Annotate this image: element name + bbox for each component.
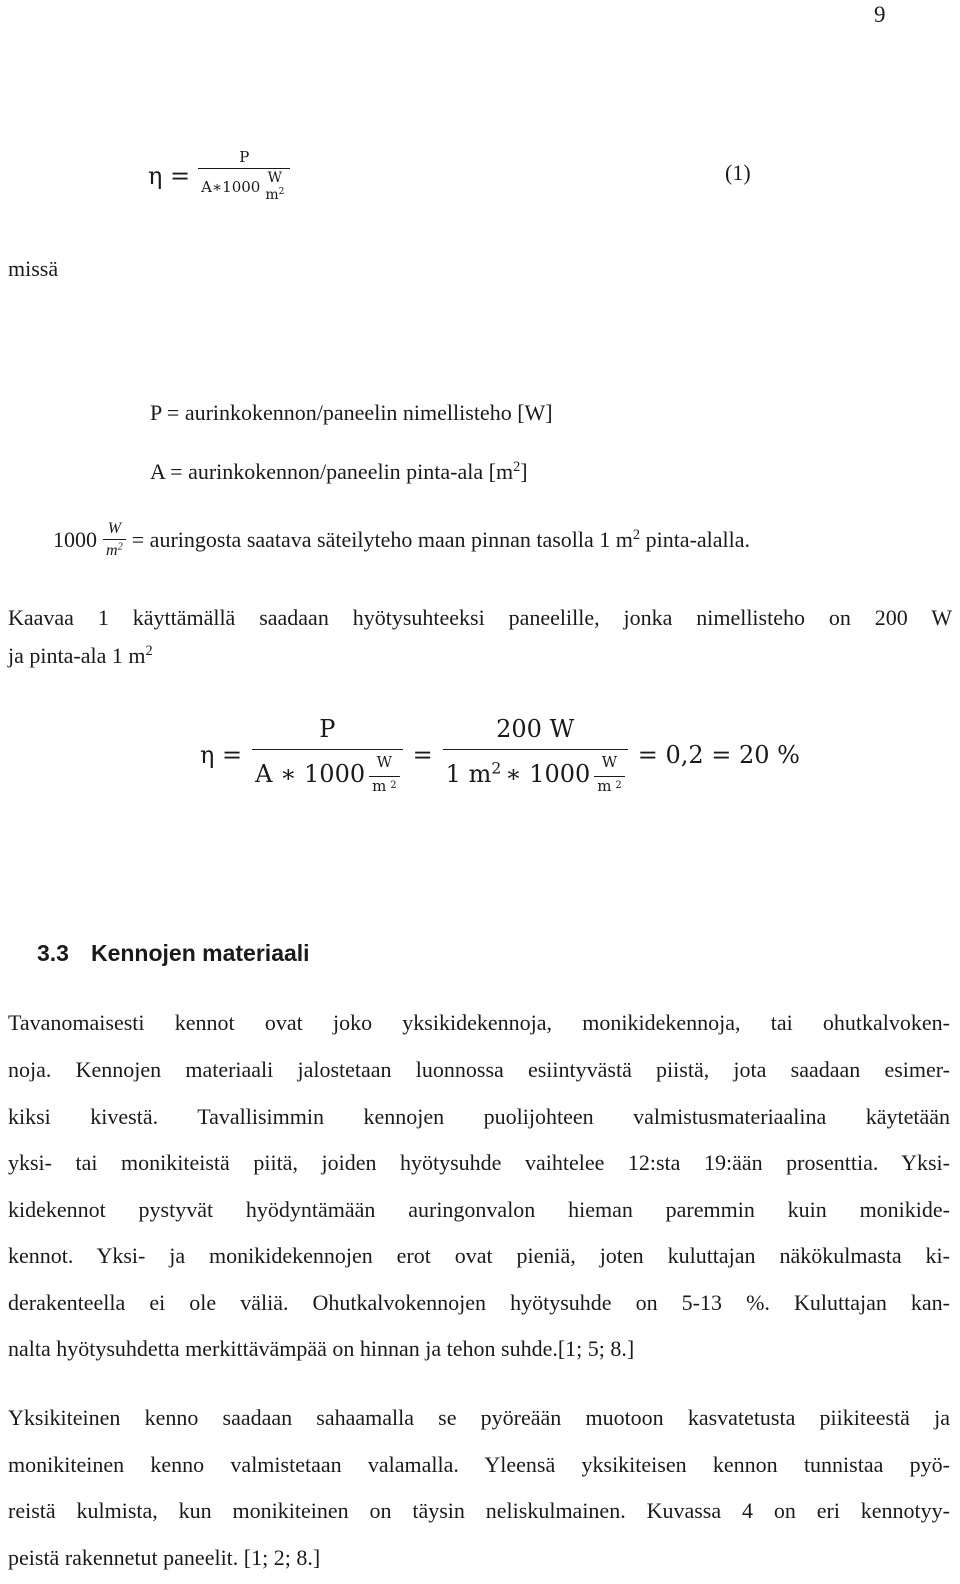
paragraph-2-line: Yksikiteinen kenno saadaan sahaamalla se pyöreään muotoon kasvatetusta piikiteestä ja <box>8 1405 950 1430</box>
definition-a-close: ] <box>520 459 528 484</box>
formula-1-fraction <box>198 148 290 203</box>
formula-1-denominator-prefix: A∗1000 <box>201 178 261 196</box>
section-title: Kennojen materiaali <box>90 940 310 966</box>
paragraph-1-line: nalta hyötysuhdetta merkittävämpää on hinnan ja tehon suhde.[1; 5; 8.] <box>8 1336 635 1361</box>
definition-irradiance-text-main: = auringosta saatava säteilyteho maan pinnan tasolla 1 m <box>131 526 633 552</box>
definition-irradiance-text <box>132 527 750 553</box>
formula-2-fraction-1-unit-den: m 2 <box>369 776 399 794</box>
definition-irradiance-unit-exp: 2 <box>117 541 123 553</box>
formula-2-fraction-1-denominator <box>252 749 402 794</box>
formula-2-fraction-2-denominator-a-base: 1 m <box>445 760 492 788</box>
formula-2-fraction-1 <box>252 715 402 794</box>
section-number: 3.3 <box>37 940 69 966</box>
formula-1-unit-den <box>262 188 287 203</box>
formula-2-fraction-2-unit <box>594 754 624 794</box>
formula-2-fraction-1-unit <box>369 754 399 794</box>
formula-1-unit-exp: 2 <box>278 187 285 197</box>
definition-irradiance-text-exp: 2 <box>632 526 641 543</box>
paragraph-2-line: reistä kulmista, kun monikiteinen on täysin neliskulmainen. Kuvassa 4 on eri kennotyy- <box>8 1498 950 1523</box>
paragraph-1-line: noja. Kennojen materiaali jalostetaan luonnossa esiintyvästä piistä, jota saadaan esimer- <box>8 1057 950 1082</box>
formula-1-lhs: η = <box>148 161 191 190</box>
formula-2-fraction-2-denominator <box>443 749 628 794</box>
paragraph-1-line: derakenteella ei ole väliä. Ohutkalvokennojen hyötysuhde on 5-13 %. Kuluttajan kan- <box>8 1290 950 1315</box>
formula-2-result: = 0,2 = 20 % <box>637 740 800 769</box>
formula-2-fraction-2-unit-den-base: m <box>597 777 612 795</box>
section-heading <box>37 940 310 967</box>
definition-irradiance-unit-den <box>103 539 126 559</box>
formula-1-number: (1) <box>725 160 751 185</box>
formula-2-fraction-2-unit-den: m 2 <box>594 776 624 794</box>
formula-1-numerator: P <box>239 148 250 166</box>
formula-2-fraction-2-denominator-a-exp: 2 <box>491 759 502 778</box>
intro-line-1: Kaavaa 1 käyttämällä saadaan hyötysuhteeksi paneelille, jonka nimellisteho on 200 W <box>8 605 952 630</box>
formula-2-fraction-2 <box>443 715 628 794</box>
formula-2-fraction-1-unit-den-base: m <box>372 777 387 795</box>
formula-2-fraction-1-unit-num: W <box>376 753 393 771</box>
definition-irradiance-value: 1000 <box>53 526 97 552</box>
definition-irradiance-text-tail: pinta-alalla. <box>640 526 751 552</box>
formula-1 <box>148 148 290 203</box>
formula-2-lhs: η = <box>200 740 243 769</box>
definition-irradiance-unit-den-base: m <box>106 542 118 559</box>
paragraph-1-line: yksi- tai monikiteistä piitä, joiden hyötysuhde vaihtelee 12:sta 19:ään prosenttia. Yksi- <box>8 1150 950 1175</box>
formula-1-unit <box>262 171 287 203</box>
definition-a <box>150 459 528 485</box>
paragraph-1-line: kidekennot pystyvät hyödyntämään auringonvalon hieman paremmin kuin monikide- <box>8 1197 950 1222</box>
definition-a-text: A = aurinkokennon/paneelin pinta-ala [m <box>150 459 514 484</box>
paragraph-2-line: peistä rakennetut paneelit. [1; 2; 8.] <box>8 1545 321 1570</box>
where-label: missä <box>8 256 59 281</box>
formula-2-fraction-2-denominator-b: ∗ 1000 <box>505 760 591 788</box>
formula-2-fraction-1-denominator-text: A ∗ 1000 <box>255 760 366 788</box>
paragraph-1-line: kennot. Yksi- ja monikidekennojen erot ovat pieniä, joten kuluttajan näkökulmasta ki- <box>8 1243 950 1268</box>
formula-2-equals: = <box>412 740 433 769</box>
paragraph-2-line: monikiteinen kenno valmistetaan valamalla. Yleensä yksikiteisen kennon tunnistaa pyö- <box>8 1452 950 1477</box>
formula-2-fraction-1-numerator: P <box>319 715 336 743</box>
paragraph-1-line: Tavanomaisesti kennot ovat joko yksikidekennoja, monikidekennoja, tai ohutkalvoken- <box>8 1010 950 1035</box>
intro-line-2 <box>8 643 153 669</box>
formula-1-unit-num: W <box>267 170 283 186</box>
formula-2-fraction-2-denominator-a <box>446 760 502 788</box>
paragraph-1-line: kiksi kivestä. Tavallisimmin kennojen puolijohteen valmistusmateriaalina käytetään <box>8 1104 950 1129</box>
definition-p: P = aurinkokennon/paneelin nimellisteho [W] <box>150 400 553 425</box>
intro-line-2-exp: 2 <box>145 643 153 660</box>
definition-a-exp: 2 <box>513 459 521 476</box>
page-number: 9 <box>874 2 886 27</box>
formula-1-denominator <box>198 168 290 203</box>
definition-irradiance <box>53 520 750 559</box>
formula-2-fraction-2-numerator: 200 W <box>496 715 575 743</box>
definition-irradiance-unit-num: W <box>107 520 122 537</box>
formula-1-unit-den-base: m <box>265 187 279 203</box>
formula-2-fraction-2-unit-num: W <box>601 753 618 771</box>
definition-irradiance-unit <box>103 520 126 559</box>
intro-line-2-text: ja pinta-ala 1 m <box>8 643 146 668</box>
formula-2 <box>200 715 800 794</box>
